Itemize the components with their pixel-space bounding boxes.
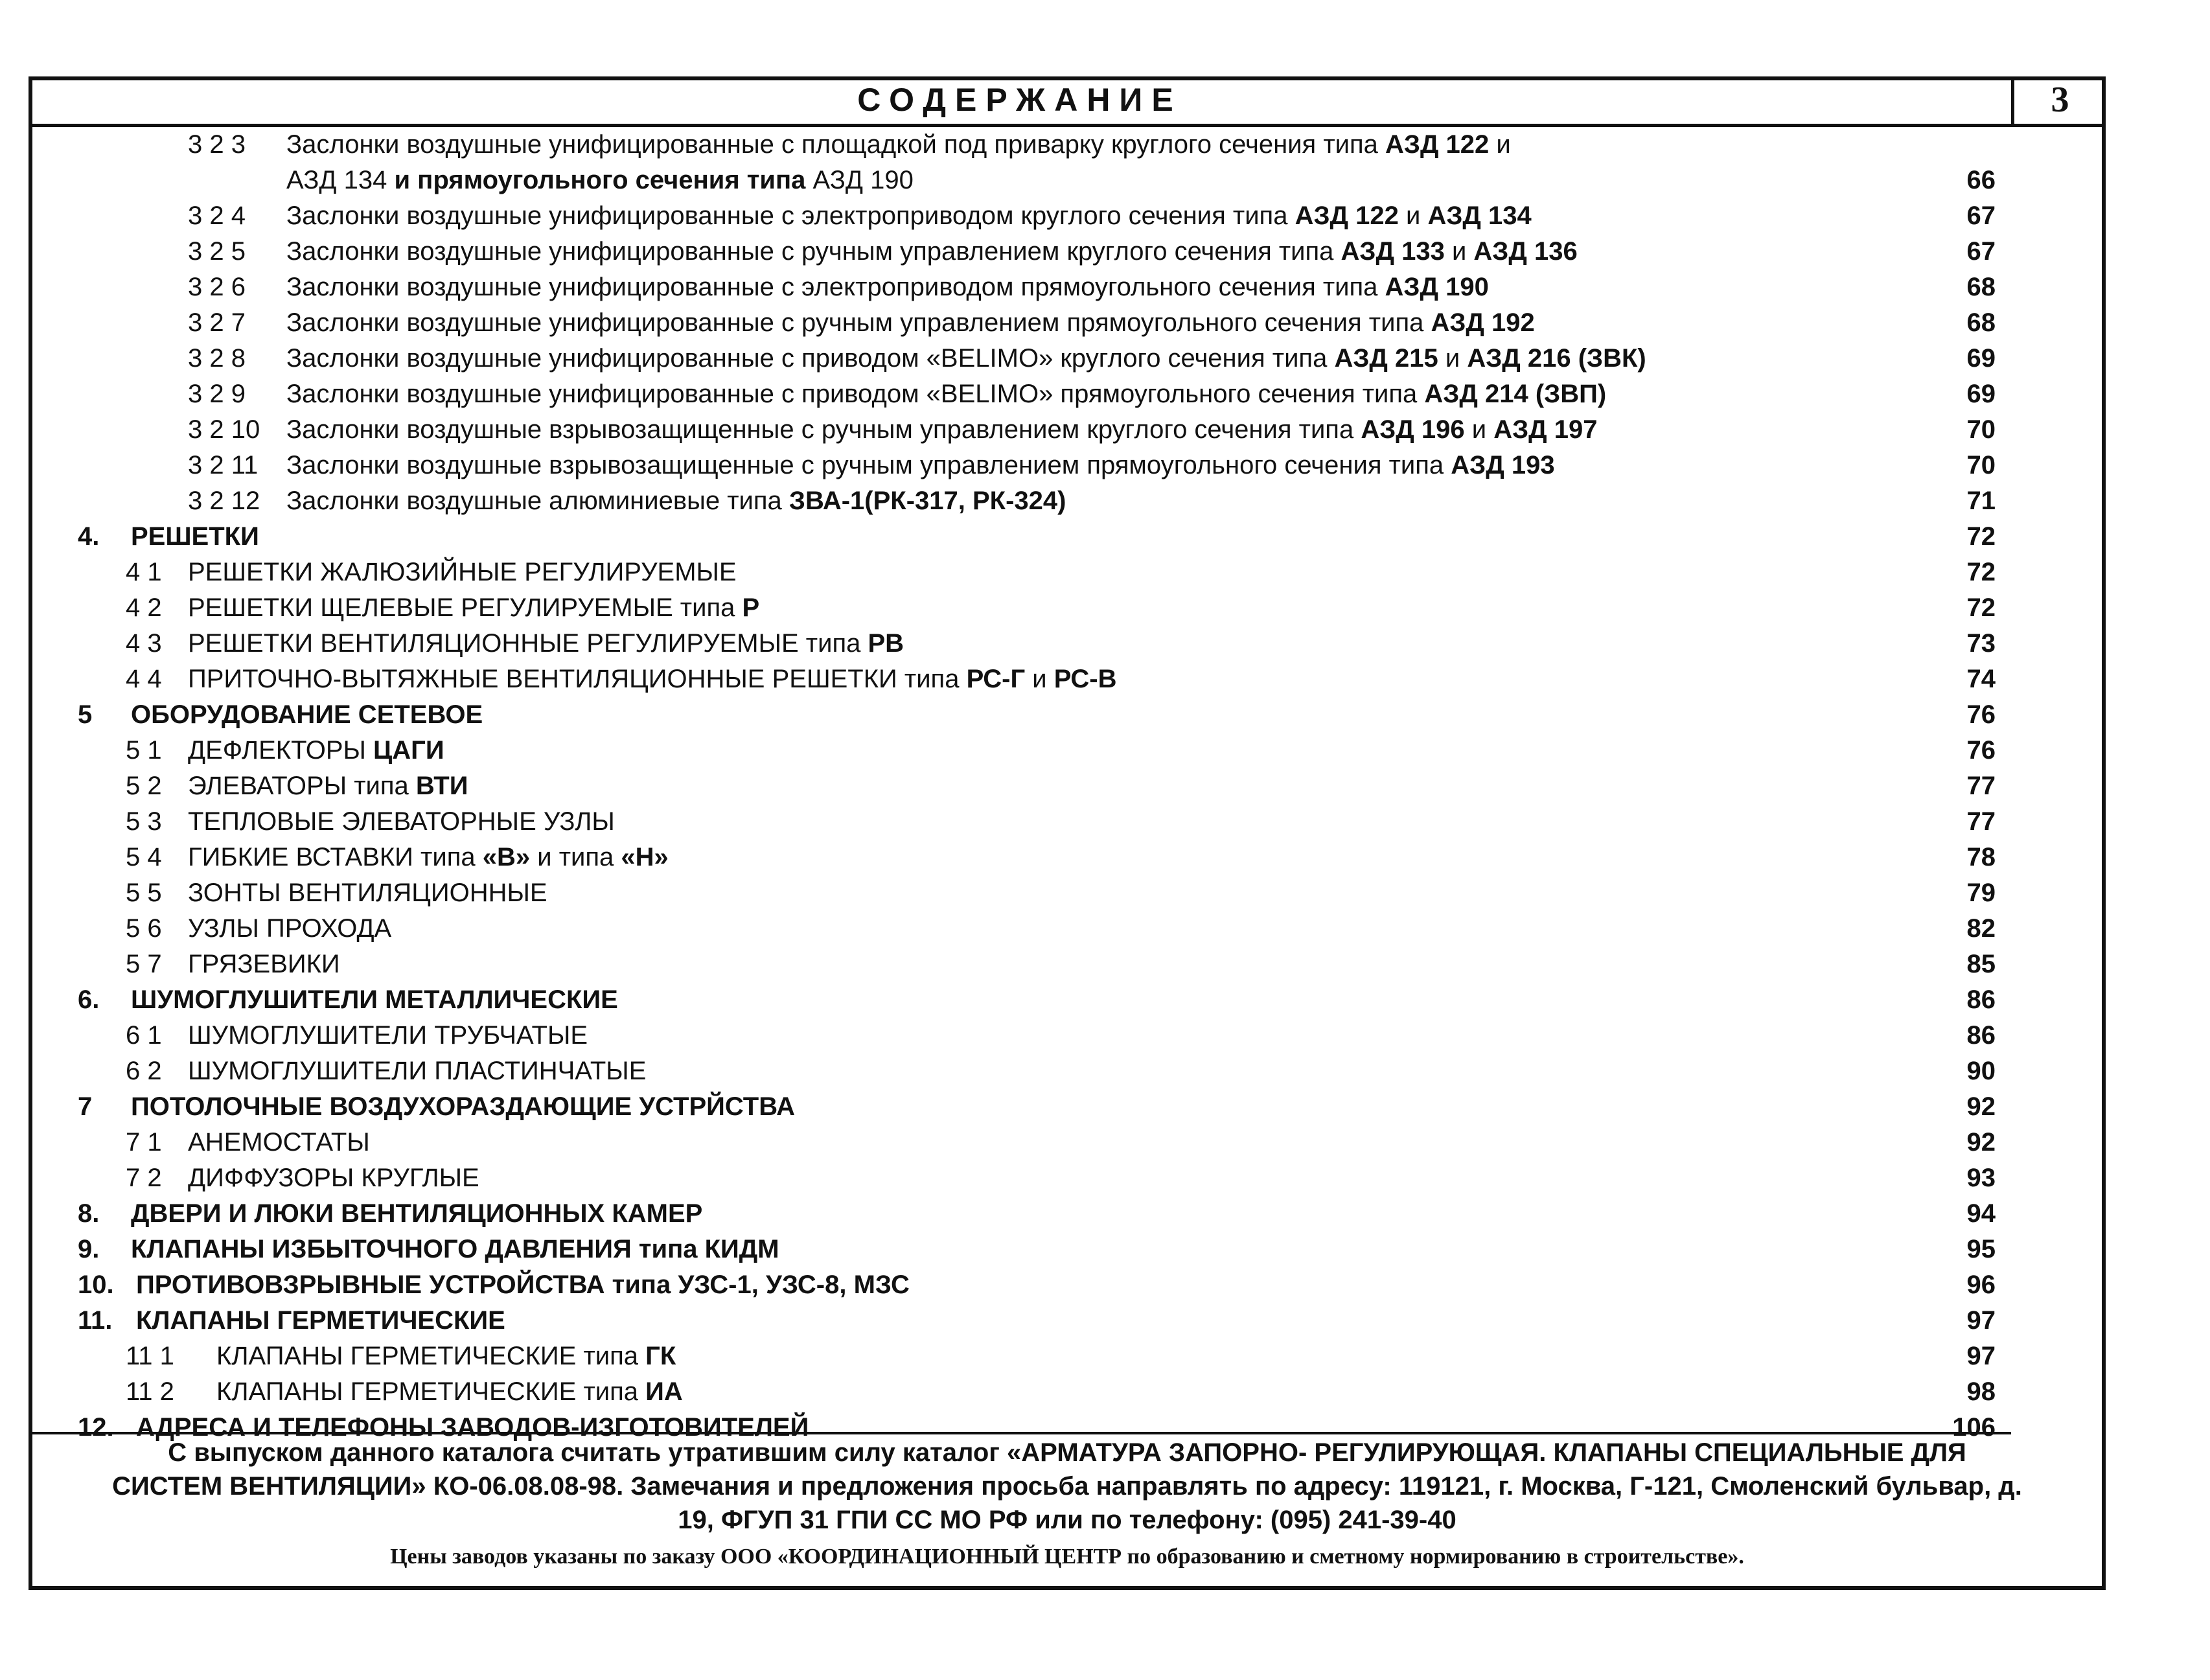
toc-entry-text-part: ДИФФУЗОРЫ КРУГЛЫЕ [188, 1164, 479, 1192]
toc-entry-title [286, 234, 1578, 270]
toc-entry [29, 626, 2106, 662]
footer-line-1: С выпуском данного каталога считать утратившим силу каталог «АРМАТУРА ЗАПОРНО- РЕГУЛИРУЮЩАЯ. КЛАПАНЫ СПЕЦИАЛЬНЫЕ ДЛЯ [168, 1438, 1966, 1467]
toc-entry-title [286, 483, 1066, 519]
toc-entry-text-part: Заслонки воздушные унифицированные с ручным управлением прямоугольного сечения типа [286, 308, 1431, 337]
toc-entry-text-part: «В» [482, 843, 531, 871]
toc-entry-page: 72 [1966, 558, 1996, 586]
toc-entry-text-part: АЗД 136 [1473, 237, 1578, 266]
toc-entry-title [188, 1053, 646, 1089]
toc-entry-text-part: АДРЕСА И ТЕЛЕФОНЫ ЗАВОДОВ-ИЗГОТОВИТЕЛЕЙ [136, 1413, 809, 1442]
toc-entry-page: 95 [1966, 1235, 1996, 1263]
toc-entry-page: 98 [1966, 1377, 1996, 1406]
toc-entry [29, 234, 2106, 270]
toc-entry-page: 82 [1966, 914, 1996, 943]
toc-entry-text-part: РС-Г [966, 665, 1026, 693]
toc-entry [29, 483, 2106, 519]
toc-entry [29, 198, 2106, 234]
toc-entry-text-part: и [1444, 237, 1474, 266]
toc-entry-text-part: ШУМОГЛУШИТЕЛИ ТРУБЧАТЫЕ [188, 1021, 588, 1050]
toc-entry-page: 72 [1966, 593, 1996, 622]
toc-entry-text-part: и [1398, 201, 1428, 230]
toc-entry-text-part: Р [742, 593, 760, 622]
toc-entry [29, 947, 2106, 982]
toc-entry-page: 69 [1966, 380, 1996, 408]
toc-entry-text-part: ПРИТОЧНО-ВЫТЯЖНЫЕ ВЕНТИЛЯЦИОННЫЕ РЕШЕТКИ типа [188, 665, 967, 693]
toc-entry-number: 4 1 [126, 558, 162, 586]
toc-entry-number: 11. [78, 1306, 113, 1335]
toc-entry-title [136, 1303, 505, 1339]
toc-entry-title [131, 1232, 779, 1267]
header [29, 76, 2106, 127]
toc-entry-title [188, 840, 669, 875]
footer-line-2: СИСТЕМ ВЕНТИЛЯЦИИ» КО-06.08.08-98. Замечания и предложения просьба направлять по адресу: 119121, г. Москва, Г-121, Смоленский бульвар, д. [112, 1472, 2022, 1501]
toc-entry [29, 875, 2106, 911]
toc-entry-title [188, 875, 547, 911]
toc-entry [29, 804, 2106, 840]
toc-entry-text-part: ЭЛЕВАТОРЫ типа [188, 772, 416, 800]
footer [29, 1436, 2106, 1577]
toc-entry-title [188, 768, 468, 804]
toc-entry [29, 1125, 2106, 1160]
toc-entry-text-part: РЕШЕТКИ ВЕНТИЛЯЦИОННЫЕ РЕГУЛИРУЕМЫЕ типа [188, 629, 868, 658]
toc-entry-text-part: Заслонки воздушные взрывозащищенные с ручным управлением круглого сечения типа [286, 415, 1361, 444]
toc-entry-text-part: и [1438, 344, 1468, 373]
toc-entry-text-part: и прямоугольного сечения типа [387, 166, 813, 194]
toc-entry-page: 86 [1966, 1021, 1996, 1050]
toc-entry [29, 1160, 2106, 1196]
toc-entry-number: 3 2 9 [188, 380, 246, 408]
toc-entry-text-part: АЗД 134 [1427, 201, 1532, 230]
toc-entry [29, 1303, 2106, 1339]
toc-entry-number: 5 1 [126, 736, 162, 765]
toc-entry-page: 77 [1966, 772, 1996, 800]
toc-entry-text-part: ЗВА-1(РК-317, РК-324) [788, 487, 1066, 515]
toc-entry [29, 163, 2106, 198]
toc-entry-page: 66 [1966, 166, 1996, 194]
toc-entry-page: 67 [1966, 201, 1996, 230]
toc-entry-text-part: КЛАПАНЫ ГЕРМЕТИЧЕСКИЕ типа [216, 1377, 646, 1406]
toc-entry-text-part: АНЕМОСТАТЫ [188, 1128, 370, 1156]
toc-entry [29, 555, 2106, 590]
toc-entry-text-part: ЗОНТЫ ВЕНТИЛЯЦИОННЫЕ [188, 879, 547, 907]
toc-entry-text-part: Заслонки воздушные алюминиевые типа [286, 487, 789, 515]
toc-entry-title [286, 198, 1532, 234]
toc-entry-page: 86 [1966, 985, 1996, 1014]
toc-entry-page: 92 [1966, 1092, 1996, 1121]
toc-entry [29, 733, 2106, 768]
toc-entry-page: 78 [1966, 843, 1996, 871]
toc-entry [29, 448, 2106, 483]
toc-entry [29, 127, 2106, 163]
toc-entry-title [216, 1374, 683, 1410]
toc-entry-text-part: АЗД 133 [1341, 237, 1445, 266]
toc-entry-page: 94 [1966, 1199, 1996, 1228]
toc-entry [29, 1053, 2106, 1089]
toc-entry-page: 90 [1966, 1057, 1996, 1085]
toc-entry-text-part: АЗД 215 [1334, 344, 1438, 373]
toc-entry-number: 6 2 [126, 1057, 162, 1085]
toc-entry-page: 93 [1966, 1164, 1996, 1192]
toc-entry-text-part: АЗД 192 [1431, 308, 1535, 337]
toc-entry-text-part: Заслонки воздушные унифицированные с приводом «BELIMO» прямоугольного сечения типа [286, 380, 1425, 408]
toc-entry [29, 519, 2106, 555]
toc-entry-text-part: КЛАПАНЫ ИЗБЫТОЧНОГО ДАВЛЕНИЯ типа КИДМ [131, 1235, 779, 1263]
toc-entry [29, 270, 2106, 305]
toc-entry [29, 911, 2106, 947]
toc-entry [29, 840, 2106, 875]
toc-entry-number: 6 1 [126, 1021, 162, 1050]
toc-entry [29, 1232, 2106, 1267]
toc-entry-title [136, 1267, 910, 1303]
page-title: СОДЕРЖАНИЕ [857, 82, 1182, 118]
toc-entry [29, 412, 2106, 448]
toc-entry-number: 5 2 [126, 772, 162, 800]
toc-entry-text-part: Заслонки воздушные унифицированные с площадкой под приварку круглого сечения типа [286, 130, 1385, 159]
toc-entry-title [131, 1089, 795, 1125]
toc-entry-text-part: ПРОТИВОВЗРЫВНЫЕ УСТРОЙСТВА типа УЗС-1, УЗС-8, МЗС [136, 1271, 910, 1299]
toc-entry-title [188, 590, 759, 626]
toc-entry-page: 106 [1952, 1413, 1996, 1442]
toc-entry-text-part: АЗД 190 [1385, 273, 1489, 301]
toc-entry-title [188, 1018, 588, 1053]
toc-entry-number: 3 2 8 [188, 344, 246, 373]
toc-entry-number: 7 1 [126, 1128, 162, 1156]
toc-entry-page: 76 [1966, 736, 1996, 765]
toc-entry-title [188, 555, 737, 590]
toc-entry-text-part: ИА [645, 1377, 683, 1406]
toc-entry-number: 3 2 10 [188, 415, 260, 444]
toc-entry-text-part: КЛАПАНЫ ГЕРМЕТИЧЕСКИЕ типа [216, 1342, 646, 1370]
toc-entry-text-part: АЗД 122 [1295, 201, 1399, 230]
toc-entry-number: 5 6 [126, 914, 162, 943]
toc-entry-title [188, 1125, 370, 1160]
toc-entry-number: 6. [78, 985, 100, 1014]
toc-entry-number: 11 1 [126, 1342, 174, 1370]
toc-entry-title [286, 163, 914, 198]
toc-entry-text-part: АЗД 190 [812, 166, 914, 194]
toc-entry-text-part: АЗД 216 (ЗВК) [1467, 344, 1646, 373]
toc-entry-text-part: и типа [530, 843, 621, 871]
toc-entry-page: 97 [1966, 1306, 1996, 1335]
toc-entry-page: 85 [1966, 950, 1996, 978]
toc-entry-title [188, 1160, 479, 1196]
toc-entry-title [188, 804, 615, 840]
toc-entry-text-part: Заслонки воздушные унифицированные с электроприводом круглого сечения типа [286, 201, 1295, 230]
toc-entry-title [188, 626, 904, 662]
toc-entry-page: 76 [1966, 700, 1996, 729]
toc-entry-title [216, 1339, 676, 1374]
toc-entry-title [286, 376, 1606, 412]
toc-entry-number: 7 2 [126, 1164, 162, 1192]
toc-entry-text-part: РЕШЕТКИ ЩЕЛЕВЫЕ РЕГУЛИРУЕМЫЕ типа [188, 593, 742, 622]
toc-entry-text-part: РВ [868, 629, 904, 658]
toc-entry-text-part: РС-В [1053, 665, 1117, 693]
toc-entry-page: 67 [1966, 237, 1996, 266]
toc-entry-page: 68 [1966, 273, 1996, 301]
toc-entry-page: 68 [1966, 308, 1996, 337]
toc-entry-number: 11 2 [126, 1377, 174, 1406]
toc-entry-text-part: ГК [645, 1342, 676, 1370]
toc-entry-text-part: УЗЛЫ ПРОХОДА [188, 914, 392, 943]
toc-entry [29, 590, 2106, 626]
toc-entry-number: 12. [78, 1413, 114, 1442]
toc-entry-number: 5 [78, 700, 93, 729]
toc-entry-page: 72 [1966, 522, 1996, 551]
toc-entry-number: 5 3 [126, 807, 162, 836]
toc-entry-text-part: ТЕПЛОВЫЕ ЭЛЕВАТОРНЫЕ УЗЛЫ [188, 807, 615, 836]
toc-entry-title [131, 982, 618, 1018]
page-number: 3 [2011, 76, 2106, 124]
toc-entry-text-part: РЕШЕТКИ [131, 522, 259, 551]
toc-entry-text-part: Заслонки воздушные унифицированные с ручным управлением круглого сечения типа [286, 237, 1341, 266]
toc-entry-text-part: АЗД 193 [1451, 451, 1555, 479]
toc-entry-number: 5 7 [126, 950, 162, 978]
toc-entry [29, 341, 2106, 376]
toc-entry-text-part: АЗД 196 [1361, 415, 1465, 444]
toc-entry-number: 3 2 7 [188, 308, 246, 337]
toc-entry-number: 3 2 6 [188, 273, 246, 301]
toc-entry-text-part: Заслонки воздушные унифицированные с электроприводом прямоугольного сечения типа [286, 273, 1385, 301]
toc-entry-text-part: ДВЕРИ И ЛЮКИ ВЕНТИЛЯЦИОННЫХ КАМЕР [131, 1199, 703, 1228]
toc-entry-text-part: КЛАПАНЫ ГЕРМЕТИЧЕСКИЕ [136, 1306, 505, 1335]
toc-entry-page: 73 [1966, 629, 1996, 658]
toc-entry [29, 1196, 2106, 1232]
toc-entry [29, 1267, 2106, 1303]
toc-entry-text-part: и [1025, 665, 1054, 693]
toc-entry-text-part: АЗД 197 [1493, 415, 1598, 444]
toc-entry-number: 3 2 5 [188, 237, 246, 266]
toc-entry-text-part: «Н» [621, 843, 669, 871]
toc-entry-title [188, 947, 340, 982]
toc-entry [29, 1374, 2106, 1410]
toc-entry-text-part: АЗД 122 [1385, 130, 1490, 159]
toc-entry-text-part: ЦАГИ [373, 736, 444, 765]
toc-entry-text-part: Заслонки воздушные взрывозащищенные с ручным управлением прямоугольного сечения типа [286, 451, 1451, 479]
toc-entry-text-part: АЗД 134 [286, 166, 387, 194]
toc-entry-number: 4. [78, 522, 100, 551]
toc-entry-number: 4 3 [126, 629, 162, 658]
toc-entry-text-part: РЕШЕТКИ ЖАЛЮЗИЙНЫЕ РЕГУЛИРУЕМЫЕ [188, 558, 737, 586]
toc-entry-title [131, 519, 259, 555]
toc-entry [29, 1089, 2106, 1125]
toc-entry-number: 10. [78, 1271, 114, 1299]
toc-entry-number: 5 5 [126, 879, 162, 907]
toc-entry-text-part: ГРЯЗЕВИКИ [188, 950, 340, 978]
toc-entry-title [286, 341, 1646, 376]
toc-entry-title [131, 697, 483, 733]
toc-entry-text-part: ГИБКИЕ ВСТАВКИ типа [188, 843, 483, 871]
toc-entry-page: 70 [1966, 415, 1996, 444]
toc-entry-page: 77 [1966, 807, 1996, 836]
footer-note: Цены заводов указаны по заказу ООО «КООРДИНАЦИОННЫЙ ЦЕНТР по образованию и сметному нормированию в строительстве». [390, 1545, 1744, 1569]
toc-entry-number: 3 2 3 [188, 130, 246, 159]
toc-entry-page: 71 [1966, 487, 1996, 515]
toc-entry-number: 8. [78, 1199, 100, 1228]
toc-entry-page: 79 [1966, 879, 1996, 907]
toc-entry-text-part: ШУМОГЛУШИТЕЛИ ПЛАСТИНЧАТЫЕ [188, 1057, 647, 1085]
toc-entry-title [286, 412, 1598, 448]
toc-entry-page: 69 [1966, 344, 1996, 373]
footer-line-3: 19, ФГУП 31 ГПИ СС МО РФ или по телефону: (095) 241-39-40 [678, 1506, 1456, 1534]
toc-entry-text-part: ПОТОЛОЧНЫЕ ВОЗДУХОРАЗДАЮЩИЕ УСТРЙСТВА [131, 1092, 796, 1121]
toc-entry-title [188, 733, 444, 768]
toc-entry-text-part: ДЕФЛЕКТОРЫ [188, 736, 374, 765]
toc-entry-text-part: АЗД 214 (ЗВП) [1424, 380, 1607, 408]
toc-entry-title [131, 1196, 702, 1232]
toc-entry-page: 96 [1966, 1271, 1996, 1299]
toc-entry [29, 1018, 2106, 1053]
toc-entry-page: 92 [1966, 1128, 1996, 1156]
toc-entry-page: 97 [1966, 1342, 1996, 1370]
toc-entry [29, 305, 2106, 341]
toc-entry-number: 5 4 [126, 843, 162, 871]
toc-entry [29, 697, 2106, 733]
toc-entry-number: 4 2 [126, 593, 162, 622]
toc-entry-title [188, 911, 391, 947]
toc-entry-title [188, 662, 1117, 697]
toc-entry-title [286, 270, 1489, 305]
toc-entry-number: 9. [78, 1235, 100, 1263]
footer-divider [29, 1432, 2011, 1434]
toc-entry-text-part: Заслонки воздушные унифицированные с приводом «BELIMO» круглого сечения типа [286, 344, 1335, 373]
toc-entry-text-part: ВТИ [415, 772, 468, 800]
toc-entry [29, 768, 2106, 804]
toc-entry [29, 1339, 2106, 1374]
toc-entry-page: 74 [1966, 665, 1996, 693]
toc-entry-title [286, 448, 1555, 483]
toc-entry-title [286, 127, 1511, 163]
toc-entry-text-part: ШУМОГЛУШИТЕЛИ МЕТАЛЛИЧЕСКИЕ [131, 985, 618, 1014]
toc-entry-text-part: и [1464, 415, 1494, 444]
toc-entry-text-part: и [1489, 130, 1511, 159]
toc-entry-text-part: ОБОРУДОВАНИЕ СЕТЕВОЕ [131, 700, 483, 729]
toc-entry [29, 982, 2106, 1018]
toc-entry [29, 662, 2106, 697]
toc-entry-number: 3 2 12 [188, 487, 260, 515]
toc-entry-number: 3 2 11 [188, 451, 259, 479]
toc-entry [29, 376, 2106, 412]
toc-entry-number: 3 2 4 [188, 201, 246, 230]
toc-entry-number: 7 [78, 1092, 93, 1121]
toc-entry-page: 70 [1966, 451, 1996, 479]
toc-entry-title [286, 305, 1535, 341]
toc-entry-number: 4 4 [126, 665, 162, 693]
